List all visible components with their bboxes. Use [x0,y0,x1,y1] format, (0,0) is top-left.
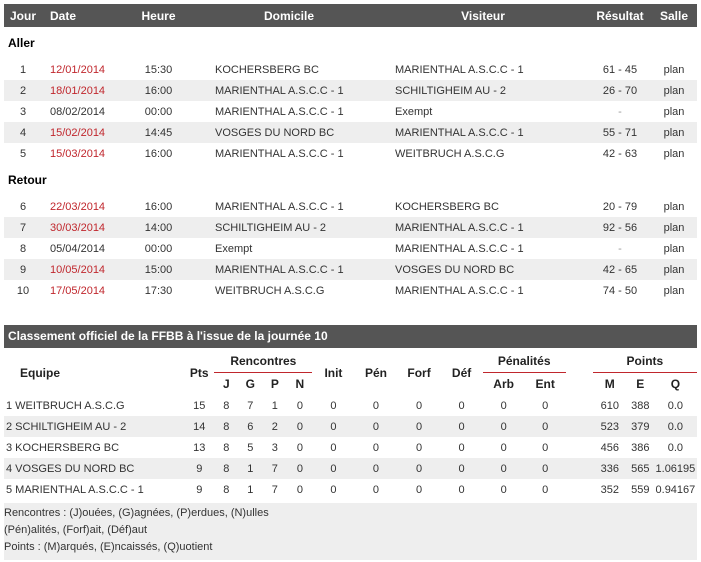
rank-g: 1 [238,458,262,479]
rank-j: 8 [223,399,230,412]
match-visiteur: MARIENTHAL A.S.C.C - 1 [377,122,589,143]
ranking-row [4,458,697,479]
match-jour: 7 [4,217,42,238]
rank-pen: 0 [354,458,397,479]
match-date[interactable]: 15/02/2014 [42,122,116,143]
match-domicile: Exempt [215,242,253,255]
col-m: M [604,377,615,391]
rank-e: 565 [627,458,654,479]
rank-init: 0 [330,483,337,496]
match-jour: 9 [4,259,42,280]
col-def: Déf [451,365,472,380]
match-jour: 5 [19,147,27,160]
col-salle: Salle [651,4,697,27]
match-domicile: MARIENTHAL A.S.C.C - 1 [215,200,344,213]
rank-pts: 15 [193,399,206,412]
match-date[interactable]: 08/02/2014 [50,105,106,118]
match-row [4,143,697,164]
rank-def: 0 [458,483,465,496]
match-date[interactable]: 22/03/2014 [50,200,106,213]
rank-q: 1.06195 [654,458,697,479]
match-row [4,59,697,80]
match-visiteur: VOSGES DU NORD BC [377,259,589,280]
rank-forf: 0 [415,441,423,454]
rank-g: 5 [247,441,254,454]
match-jour: 1 [19,63,27,76]
col-domicile: Domicile [201,4,377,27]
match-jour: 8 [19,242,27,255]
match-resultat: 26 - 70 [589,80,651,101]
match-row [4,259,697,280]
match-resultat: 74 - 50 [602,284,638,297]
section-aller [4,27,697,59]
rank-n: 0 [296,483,303,496]
rank-forf: 0 [415,483,423,496]
match-visiteur: SCHILTIGHEIM AU - 2 [377,80,589,101]
col-arb: Arb [493,377,514,391]
rank-m: 610 [600,399,619,412]
rank-arb: 0 [483,458,525,479]
col-n: N [295,377,305,391]
rank-p: 3 [271,441,278,454]
match-resultat: 61 - 45 [602,63,638,76]
match-resultat: - [618,105,622,118]
match-jour: 6 [19,200,27,213]
match-salle-link[interactable]: plan [651,80,697,101]
rank-init: 0 [330,399,337,412]
rank-q: 0.94167 [655,483,696,496]
rank-e: 386 [631,441,650,454]
rank-equipe: 5 MARIENTHAL A.S.C.C - 1 [6,483,144,496]
rank-g: 1 [247,483,254,496]
match-jour: 3 [19,105,27,118]
match-domicile: MARIENTHAL A.S.C.C - 1 [215,147,344,160]
spacer [566,437,593,458]
rank-ent: 0 [525,458,566,479]
col-jour: Jour [4,4,42,27]
col-forf: Forf [407,365,431,380]
rank-n: 0 [296,399,303,412]
rank-equipe: 4 VOSGES DU NORD BC [4,458,184,479]
schedule-table [4,4,697,301]
rank-j: 8 [223,441,230,454]
match-heure: 14:00 [116,217,201,238]
ranking-row [4,479,697,500]
match-heure: 00:00 [144,242,173,255]
rank-pen: 0 [372,483,380,496]
match-domicile: SCHILTIGHEIM AU - 2 [201,217,377,238]
match-salle-link[interactable]: plan [663,105,685,118]
col-date: Date [42,4,116,27]
rank-j: 8 [223,483,230,496]
match-jour: 2 [4,80,42,101]
rank-pen: 0 [354,416,397,437]
rank-p: 7 [262,458,287,479]
schedule-header-row [4,4,697,27]
match-domicile: MARIENTHAL A.S.C.C - 1 [215,105,344,118]
legend-line-penalites: (Pén)alités, (Forf)ait, (Déf)aut [4,524,148,536]
col-init: Init [324,365,343,380]
match-heure: 00:00 [144,105,173,118]
spacer [566,395,593,416]
col-g: G [245,377,255,391]
col-j: J [222,377,230,391]
col-equipe: Equipe [20,365,61,380]
match-domicile: KOCHERSBERG BC [215,63,319,76]
match-visiteur: WEITBRUCH A.S.C.G [395,147,505,160]
rank-e: 559 [631,483,650,496]
spacer [566,373,593,396]
rank-j: 8 [214,458,238,479]
match-heure: 16:00 [144,147,173,160]
rank-p: 2 [262,416,287,437]
rank-ent: 0 [542,483,549,496]
rank-init: 0 [330,441,337,454]
col-p: P [270,377,279,391]
rank-arb: 0 [500,441,507,454]
match-salle-link[interactable]: plan [663,242,685,255]
match-resultat: 42 - 65 [589,259,651,280]
rank-m: 336 [593,458,627,479]
rank-q: 0.0 [667,441,684,454]
spacer [566,416,593,437]
rank-forf: 0 [415,399,423,412]
match-row [4,217,697,238]
match-visiteur: Exempt [395,105,433,118]
rank-m: 456 [600,441,619,454]
rank-q: 0.0 [654,416,697,437]
ranking-row [4,437,697,458]
match-date[interactable]: 18/01/2014 [42,80,116,101]
match-visiteur: MARIENTHAL A.S.C.C - 1 [395,63,524,76]
match-visiteur: MARIENTHAL A.S.C.C - 1 [377,217,589,238]
rank-forf: 0 [398,416,441,437]
rank-pts: 9 [196,483,203,496]
col-points: Points [593,350,697,373]
ranking-row [4,395,697,416]
spacer [566,479,593,500]
match-domicile: VOSGES DU NORD BC [201,122,377,143]
rank-m: 352 [600,483,619,496]
rank-m: 523 [593,416,627,437]
col-pen: Pén [364,365,387,380]
schedule-body [4,27,697,301]
rank-p: 1 [271,399,278,412]
rank-pts: 13 [193,441,206,454]
col-ent: Ent [535,377,555,391]
col-pts: Pts [189,365,209,380]
rank-e: 379 [627,416,654,437]
match-heure: 16:00 [144,200,173,213]
match-salle-link[interactable]: plan [663,63,685,76]
match-domicile: MARIENTHAL A.S.C.C - 1 [201,80,377,101]
rank-q: 0.0 [667,399,684,412]
rank-init: 0 [312,458,354,479]
rank-ent: 0 [525,416,566,437]
match-date[interactable]: 10/05/2014 [42,259,116,280]
rank-pen: 0 [372,399,380,412]
match-salle-link[interactable]: plan [651,122,697,143]
match-date[interactable]: 12/01/2014 [50,63,106,76]
ranking-body [4,395,697,500]
rank-pts: 9 [184,458,214,479]
match-resultat: 55 - 71 [589,122,651,143]
rank-j: 8 [214,416,238,437]
match-salle-link[interactable]: plan [663,284,685,297]
match-heure: 14:45 [116,122,201,143]
rank-ent: 0 [542,441,549,454]
match-visiteur: MARIENTHAL A.S.C.C - 1 [395,242,524,255]
ranking-table [4,350,697,500]
rank-arb: 0 [500,483,507,496]
match-resultat: 20 - 79 [602,200,638,213]
col-visiteur: Visiteur [377,4,589,27]
section-retour [4,164,697,196]
match-row [4,196,697,217]
match-visiteur: MARIENTHAL A.S.C.C - 1 [395,284,524,297]
match-domicile: WEITBRUCH A.S.C.G [215,284,325,297]
match-date[interactable]: 05/04/2014 [50,242,106,255]
match-salle-link[interactable]: plan [651,217,697,238]
rank-pts: 14 [184,416,214,437]
rank-equipe: 1 WEITBRUCH A.S.C.G [6,399,125,412]
rank-pen: 0 [372,441,380,454]
col-heure: Heure [116,4,201,27]
rank-n: 0 [296,441,303,454]
match-resultat: - [618,242,622,255]
ranking-header-row-1 [4,350,697,373]
match-jour: 10 [16,284,30,297]
rank-g: 6 [238,416,262,437]
col-resultat: Résultat [589,4,651,27]
ranking-title: Classement officiel de la FFBB à l'issue de la journée 10 [4,325,697,348]
rank-forf: 0 [398,458,441,479]
rank-e: 388 [631,399,650,412]
match-row [4,280,697,301]
rank-equipe: 3 KOCHERSBERG BC [6,441,120,454]
match-visiteur: KOCHERSBERG BC [395,200,499,213]
rank-p: 7 [271,483,278,496]
match-domicile: MARIENTHAL A.S.C.C - 1 [201,259,377,280]
match-salle-link[interactable]: plan [663,147,685,160]
rank-arb: 0 [500,399,507,412]
match-date[interactable]: 17/05/2014 [50,284,106,297]
ranking-legend [4,503,697,560]
match-row [4,101,697,122]
match-heure: 15:00 [116,259,201,280]
rank-g: 7 [247,399,254,412]
spacer [566,350,593,373]
ranking-row [4,416,697,437]
match-heure: 17:30 [144,284,173,297]
col-q: Q [670,377,681,391]
legend-line-points: Points : (M)arqués, (E)ncaissés, (Q)uotient [4,541,213,553]
rank-init: 0 [312,416,354,437]
match-row [4,80,697,101]
rank-ent: 0 [542,399,549,412]
match-date[interactable]: 15/03/2014 [50,147,106,160]
rank-n: 0 [287,458,312,479]
match-row [4,238,697,259]
match-salle-link[interactable]: plan [663,200,685,213]
match-heure: 16:00 [116,80,201,101]
rank-def: 0 [458,441,465,454]
match-resultat: 92 - 56 [589,217,651,238]
section-retour-label: Retour [8,173,47,187]
col-e: E [636,377,645,391]
rank-def: 0 [458,399,465,412]
rank-def: 0 [441,416,483,437]
col-penalites: Pénalités [483,350,566,373]
match-row [4,122,697,143]
match-heure: 15:30 [144,63,173,76]
spacer [566,458,593,479]
rank-arb: 0 [483,416,525,437]
col-rencontres: Rencontres [214,350,312,373]
match-salle-link[interactable]: plan [651,259,697,280]
rank-n: 0 [287,416,312,437]
match-date[interactable]: 30/03/2014 [42,217,116,238]
legend-line-rencontres: Rencontres : (J)ouées, (G)agnées, (P)erdues, (N)ulles [4,507,269,519]
rank-equipe: 2 SCHILTIGHEIM AU - 2 [4,416,184,437]
section-aller-label: Aller [8,36,35,50]
rank-def: 0 [441,458,483,479]
match-resultat: 42 - 63 [602,147,638,160]
match-jour: 4 [4,122,42,143]
